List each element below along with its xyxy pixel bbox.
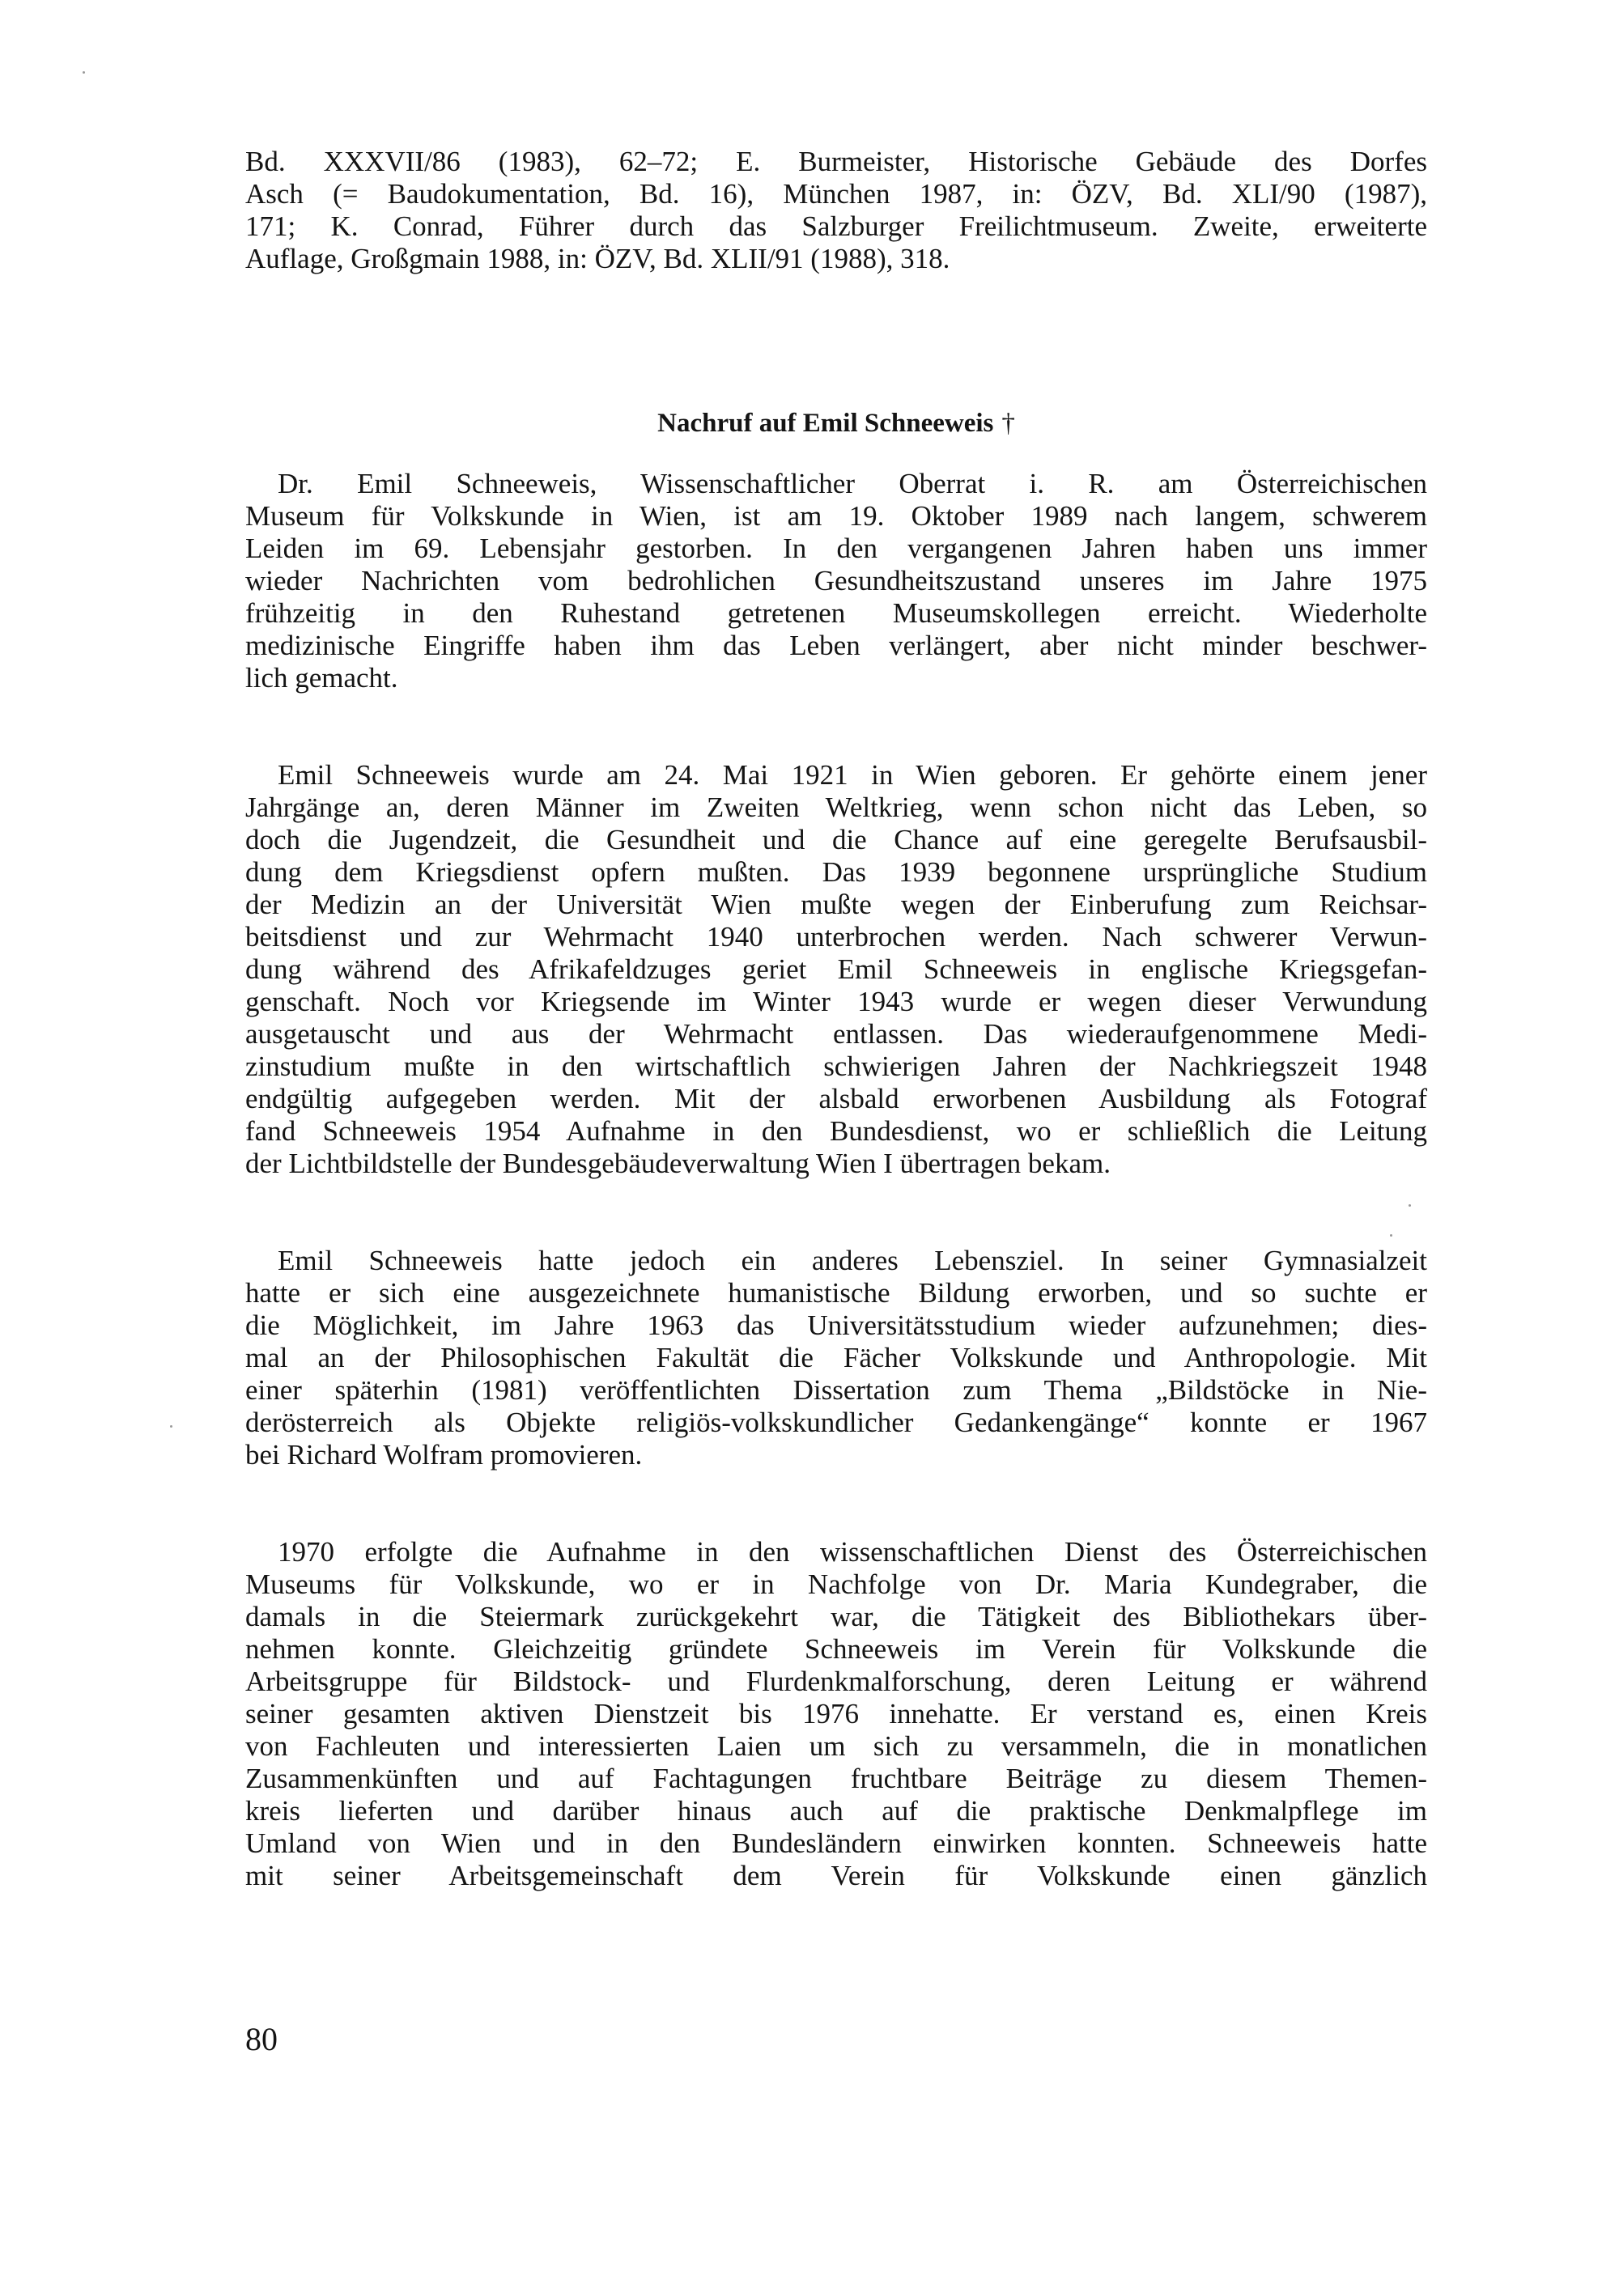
text-line: damals in die Steiermark zurückgekehrt war, die Tätigkeit des Bibliothekars über- xyxy=(245,1601,1427,1632)
scan-speck xyxy=(83,71,85,74)
text-line: doch die Jugendzeit, die Gesundheit und die Chance auf eine geregelte Berufsausbil- xyxy=(245,824,1427,855)
text-line: Asch (= Baudokumentation, Bd. 16), München 1987, in: ÖZV, Bd. XLI/90 (1987), xyxy=(245,178,1427,210)
text-line: mit seiner Arbeitsgemeinschaft dem Verein für Volkskunde einen gänzlich xyxy=(245,1860,1427,1891)
text-line: Emil Schneeweis hatte jedoch ein anderes Lebensziel. In seiner Gymnasialzeit xyxy=(278,1245,1427,1276)
text-line: kreis lieferten und darüber hinaus auch auf die praktische Denkmalpflege im xyxy=(245,1795,1427,1827)
text-line: endgültig aufgegeben werden. Mit der alsbald erworbenen Ausbildung als Fotograf xyxy=(245,1083,1427,1114)
text-line: medizinische Eingriffe haben ihm das Leben verlängert, aber nicht minder beschwer- xyxy=(245,630,1427,661)
text-line: 1970 erfolgte die Aufnahme in den wissenschaftlichen Dienst des Österreichischen xyxy=(278,1536,1427,1568)
text-line: Zusammenkünften und auf Fachtagungen fruchtbare Beiträge zu diesem Themen- xyxy=(245,1763,1427,1794)
obituary-paragraph xyxy=(245,468,1427,694)
text-line: ausgetauscht und aus der Wehrmacht entlassen. Das wiederaufgenommene Medi- xyxy=(245,1018,1427,1050)
text-line: fand Schneeweis 1954 Aufnahme in den Bundesdienst, wo er schließlich die Leitung xyxy=(245,1115,1427,1147)
text-line: frühzeitig in den Ruhestand getretenen Museumskollegen erreicht. Wiederholte xyxy=(245,597,1427,629)
text-line: hatte er sich eine ausgezeichnete humanistische Bildung erworben, und so suchte er xyxy=(245,1277,1427,1309)
text-line: Umland von Wien und in den Bundesländern einwirken konnten. Schneeweis hatte xyxy=(245,1827,1427,1859)
section-heading xyxy=(245,407,1427,439)
text-line: beitsdienst und zur Wehrmacht 1940 unterbrochen werden. Nach schwerer Verwun- xyxy=(245,921,1427,953)
text-line: der Medizin an der Universität Wien mußte wegen der Einberufung zum Reichsar- xyxy=(245,889,1427,920)
text-line: einer späterhin (1981) veröffentlichten Dissertation zum Thema „Bildstöcke in Nie- xyxy=(245,1374,1427,1406)
text-line: Museum für Volkskunde in Wien, ist am 19. Oktober 1989 nach langem, schwerem xyxy=(245,500,1427,532)
text-line: seiner gesamten aktiven Dienstzeit bis 1976 innehatte. Er verstand es, einen Kreis xyxy=(245,1698,1427,1729)
references-paragraph xyxy=(245,146,1427,275)
text-line: derösterreich als Objekte religiös-volkskundlicher Gedankengänge“ konnte er 1967 xyxy=(245,1407,1427,1438)
text-line: Jahrgänge an, deren Männer im Zweiten Weltkrieg, wenn schon nicht das Leben, so xyxy=(245,792,1427,823)
text-line: dung während des Afrikafeldzuges geriet Emil Schneeweis in englische Kriegsgefan- xyxy=(245,953,1427,985)
scan-speck xyxy=(1409,1204,1411,1207)
text-line: lich gemacht. xyxy=(245,662,398,694)
text-line: zinstudium mußte in den wirtschaftlich schwierigen Jahren der Nachkriegszeit 1948 xyxy=(245,1050,1427,1082)
text-line: Bd. XXXVII/86 (1983), 62–72; E. Burmeister, Historische Gebäude des Dorfes xyxy=(245,146,1427,177)
page-number: 80 xyxy=(245,2021,278,2057)
text-line: der Lichtbildstelle der Bundesgebäudeverwaltung Wien I übertragen bekam. xyxy=(245,1148,1111,1179)
text-line: nehmen konnte. Gleichzeitig gründete Schneeweis im Verein für Volkskunde die xyxy=(245,1633,1427,1665)
scan-speck xyxy=(170,1425,172,1428)
obituary-paragraph xyxy=(245,759,1427,1180)
text-line: 171; K. Conrad, Führer durch das Salzburger Freilichtmuseum. Zweite, erweiterte xyxy=(245,210,1427,242)
text-line: Museums für Volkskunde, wo er in Nachfolge von Dr. Maria Kundegraber, die xyxy=(245,1568,1427,1600)
text-line: Dr. Emil Schneeweis, Wissenschaftlicher Oberrat i. R. am Österreichischen xyxy=(278,468,1427,499)
text-line: dung dem Kriegsdienst opfern mußten. Das 1939 begonnene ursprüngliche Studium xyxy=(245,856,1427,888)
text-line: mal an der Philosophischen Fakultät die Fächer Volkskunde und Anthropologie. Mit xyxy=(245,1342,1427,1373)
text-line: Arbeitsgruppe für Bildstock- und Flurdenkmalforschung, deren Leitung er während xyxy=(245,1666,1427,1697)
text-line: Leiden im 69. Lebensjahr gestorben. In den vergangenen Jahren haben uns immer xyxy=(245,533,1427,564)
obituary-paragraph xyxy=(245,1245,1427,1471)
scan-speck xyxy=(1390,1234,1392,1237)
obituary-paragraph xyxy=(245,1536,1427,1892)
text-line: die Möglichkeit, im Jahre 1963 das Universitätsstudium wieder aufzunehmen; dies- xyxy=(245,1309,1427,1341)
text-line: bei Richard Wolfram promovieren. xyxy=(245,1439,643,1471)
section-heading-title: Nachruf auf Emil Schneeweis xyxy=(657,409,994,438)
text-line: wieder Nachrichten vom bedrohlichen Gesundheitszustand unseres im Jahre 1975 xyxy=(245,565,1427,596)
text-line: Emil Schneeweis wurde am 24. Mai 1921 in Wien geboren. Er gehörte einem jener xyxy=(278,759,1427,791)
dagger-icon: † xyxy=(1001,409,1015,438)
text-line: Auflage, Großgmain 1988, in: ÖZV, Bd. XLII/91 (1988), 318. xyxy=(245,243,950,274)
text-line: von Fachleuten und interessierten Laien um sich zu versammeln, die in monatlichen xyxy=(245,1730,1427,1762)
text-line: genschaft. Noch vor Kriegsende im Winter 1943 wurde er wegen dieser Verwundung xyxy=(245,986,1427,1017)
